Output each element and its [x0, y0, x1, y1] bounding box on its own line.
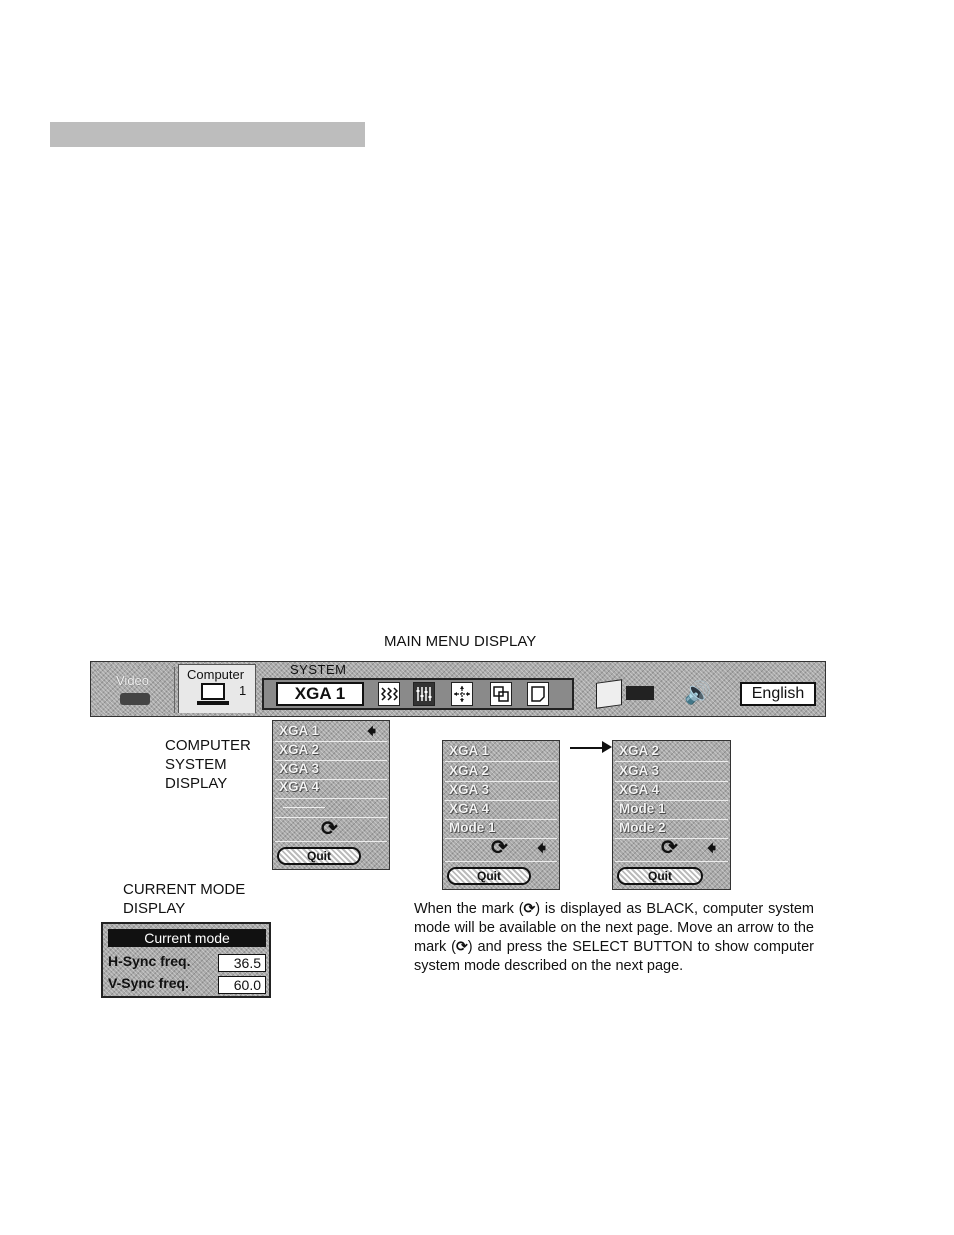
divider [275, 798, 387, 799]
list-item[interactable]: XGA 1 [449, 743, 490, 758]
divider [615, 761, 728, 762]
screen-setting-icon[interactable] [596, 679, 622, 709]
list-item[interactable]: XGA 2 [279, 742, 320, 757]
section-header-bar [50, 122, 365, 147]
list-item[interactable]: XGA 4 [279, 779, 320, 794]
note-text: When the mark ( [414, 901, 524, 917]
list-item[interactable]: XGA 3 [279, 761, 320, 776]
transition-arrow-line [570, 747, 606, 749]
projector-icon[interactable] [626, 686, 654, 700]
transition-arrow-head-icon [602, 741, 612, 753]
vsync-value: 60.0 [218, 976, 266, 994]
computer-system-list-1 [272, 720, 390, 870]
image-adjust-icon[interactable] [378, 682, 400, 706]
note-text: ) is displayed as BLACK, computer system mode will be available on the next page. Move an arrow to the mark ( [414, 901, 815, 955]
divider [445, 861, 557, 862]
main-menu-caption: MAIN MENU DISPLAY [384, 633, 537, 650]
language-box[interactable]: English [740, 682, 816, 706]
pointer-arrow-icon: 🠸 [367, 721, 377, 741]
list-item[interactable]: XGA 2 [619, 743, 660, 758]
empty-slot-line [283, 807, 325, 808]
list-item[interactable]: Mode 2 [619, 820, 666, 835]
computer-system-list-2 [442, 740, 560, 890]
position-move-icon[interactable] [451, 682, 473, 706]
vsync-label: V-Sync freq. [108, 975, 189, 991]
next-page-mark-icon[interactable]: ⟳ [661, 837, 678, 859]
next-page-mark-icon[interactable]: ⟳ [491, 837, 508, 859]
caption-line: COMPUTER [165, 737, 251, 754]
current-mode-title: Current mode [108, 929, 266, 947]
list-item[interactable]: XGA 3 [449, 782, 490, 797]
current-system-box[interactable]: XGA 1 [276, 682, 364, 706]
divider [445, 761, 557, 762]
screen-size-icon[interactable] [490, 682, 512, 706]
speaker-icon[interactable]: 🔊 [684, 680, 712, 705]
quit-button[interactable]: Quit [617, 867, 703, 885]
pointer-arrow-icon: 🠸 [537, 838, 547, 858]
list-item[interactable]: XGA 1 [279, 723, 320, 738]
caption-line: DISPLAY [123, 900, 186, 917]
caption-line: CURRENT MODE [123, 881, 246, 898]
system-label: SYSTEM [290, 662, 347, 677]
list-item[interactable]: XGA 4 [449, 801, 490, 816]
divider [275, 841, 387, 842]
level-adjust-icon[interactable] [413, 682, 435, 706]
computer-tab[interactable] [178, 664, 256, 713]
next-page-mark-icon: ⟳ [456, 938, 468, 954]
keystone-icon[interactable] [527, 682, 549, 706]
hsync-value: 36.5 [218, 954, 266, 972]
computer-system-list-3 [612, 740, 731, 890]
computer-system-display-caption [165, 736, 251, 793]
video-tab-label: Video [116, 673, 150, 688]
caption-line: SYSTEM [165, 756, 227, 773]
video-tab[interactable] [96, 667, 175, 713]
list-item[interactable]: XGA 2 [449, 763, 490, 778]
next-page-mark-icon: ⟳ [523, 900, 536, 916]
list-item[interactable]: XGA 3 [619, 763, 660, 778]
list-item[interactable]: Mode 1 [619, 801, 666, 816]
computer-tab-label: Computer [187, 667, 245, 682]
explanation-note [414, 899, 814, 975]
hsync-label: H-Sync freq. [108, 953, 191, 969]
pointer-arrow-icon: 🠸 [707, 838, 717, 858]
list-item[interactable]: Mode 1 [449, 820, 496, 835]
next-page-mark-icon[interactable]: ⟳ [321, 818, 338, 840]
list-item[interactable]: XGA 4 [619, 782, 660, 797]
current-mode-display-caption [123, 880, 245, 918]
quit-button[interactable]: Quit [447, 867, 531, 885]
quit-button[interactable]: Quit [277, 847, 361, 865]
monitor-base-icon [197, 701, 229, 705]
caption-line: DISPLAY [165, 775, 228, 792]
video-deck-icon [120, 693, 150, 705]
monitor-icon [201, 683, 225, 700]
computer-input-number: 1 [239, 683, 247, 698]
note-text: ) and press the SELECT BUTTON to show computer system mode described on the next page. [414, 939, 814, 974]
divider [615, 861, 728, 862]
